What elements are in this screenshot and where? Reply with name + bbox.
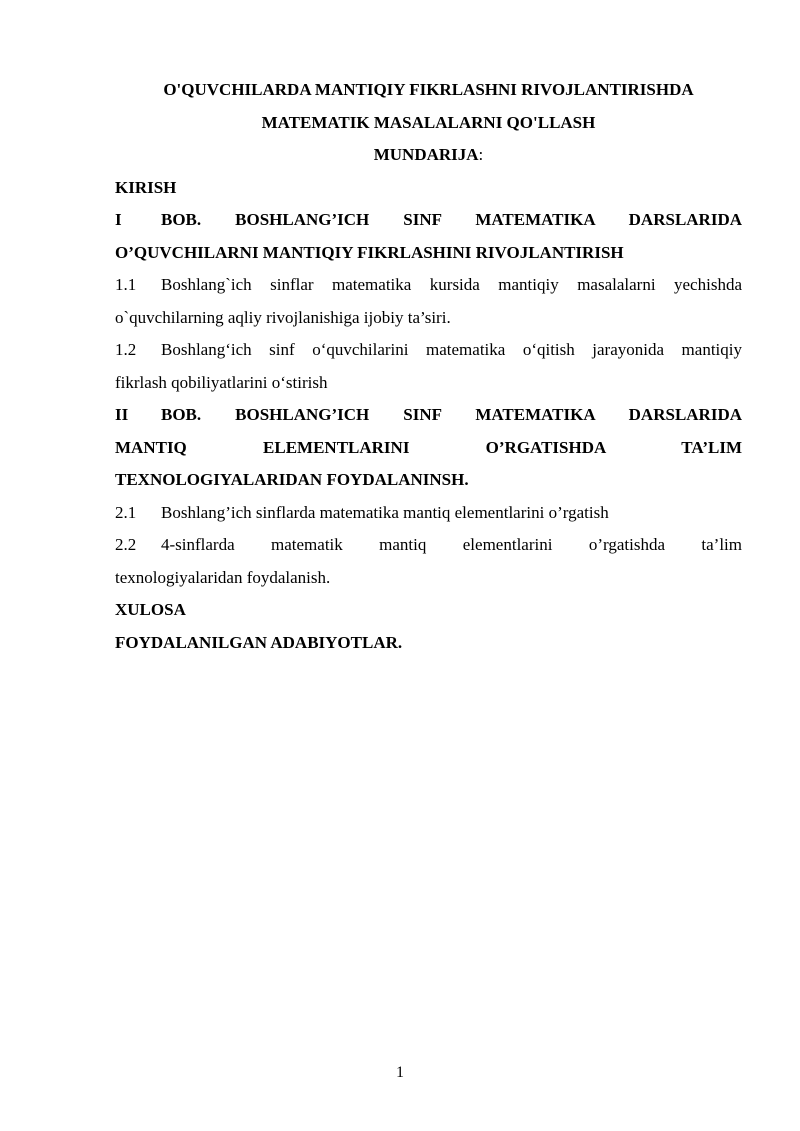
contents-heading-colon: : [478, 145, 484, 164]
toc-chapter-1-number: I [115, 210, 122, 229]
toc-section-2-2-title-part-1: 4-sinflarda matematik mantiq elementlarini o’rgatishda ta’lim [161, 535, 742, 554]
toc-section-1-1-number: 1.1 [115, 275, 137, 294]
toc-chapter-1-title-part-2: O’QUVCHILARNI MANTIQIY FIKRLASHINI RIVOJLANTIRISH [115, 242, 624, 262]
toc-section-2-2-line-1 [115, 529, 742, 562]
toc-chapter-2-title-part-2: MANTIQ ELEMENTLARINI O’RGATISHDA TA’LIM [115, 437, 742, 457]
toc-section-2-2-number: 2.2 [115, 535, 137, 554]
page-number: 1 [396, 1064, 404, 1081]
document-title-line-1: O'QUVCHILARDA MANTIQIY FIKRLASHNI RIVOJLANTIRISHDA [163, 80, 694, 99]
toc-conclusion: XULOSA [115, 600, 186, 619]
toc-section-1-2 [115, 334, 742, 399]
toc-references: FOYDALANILGAN ADABIYOTLAR. [115, 632, 403, 652]
document-title-line-2: MATEMATIK MASALALARNI QO'LLASH [261, 112, 596, 132]
toc-chapter-2-line-1 [115, 399, 742, 432]
toc-section-2-2 [115, 529, 742, 594]
toc-section-2-1-line-1 [115, 497, 742, 530]
toc-section-1-2-number: 1.2 [115, 340, 137, 359]
toc-chapter-2 [115, 399, 742, 497]
toc-section-1-2-line-1 [115, 334, 742, 367]
toc-chapter-2-title-part-3: TEXNOLOGIYALARIDAN FOYDALANINSH. [115, 470, 469, 489]
toc-section-1-1-title-part-2: o`quvchilarning aqliy rivojlanishiga ijobiy ta’siri. [115, 307, 451, 327]
toc-section-2-1-title: Boshlang’ich sinflarda matematika mantiq elementlarini o’rgatish [161, 502, 609, 522]
toc-intro: KIRISH [115, 177, 177, 197]
contents-heading: MUNDARIJA [373, 145, 479, 164]
toc-section-2-2-title-part-2: texnologiyalaridan foydalanish. [115, 567, 331, 587]
toc-chapter-2-number: II [115, 405, 129, 424]
toc-chapter-1-line-1 [115, 204, 742, 237]
document-page [115, 74, 742, 659]
toc-section-1-2-title-part-2: fikrlash qobiliyatlarini o‘stirish [115, 372, 328, 392]
toc-section-1-1 [115, 269, 742, 334]
toc-section-1-1-title-part-1: Boshlang`ich sinflar matematika kursida mantiqiy masalalarni yechishda [161, 275, 742, 294]
toc-section-1-2-title-part-1: Boshlang‘ich sinf o‘quvchilarini matematika o‘qitish jarayonida mantiqiy [161, 340, 742, 359]
toc-section-1-1-line-1 [115, 269, 742, 302]
toc-chapter-2-title-part-1: BOB. BOSHLANG’ICH SINF MATEMATIKA DARSLARIDA [161, 405, 742, 424]
toc-chapter-1 [115, 204, 742, 269]
toc-section-2-1-number: 2.1 [115, 502, 137, 522]
toc-chapter-1-title-part-1: BOB. BOSHLANG’ICH SINF MATEMATIKA DARSLARIDA [161, 210, 742, 229]
contents-heading-line [115, 139, 742, 172]
toc-section-2-1 [115, 497, 742, 530]
